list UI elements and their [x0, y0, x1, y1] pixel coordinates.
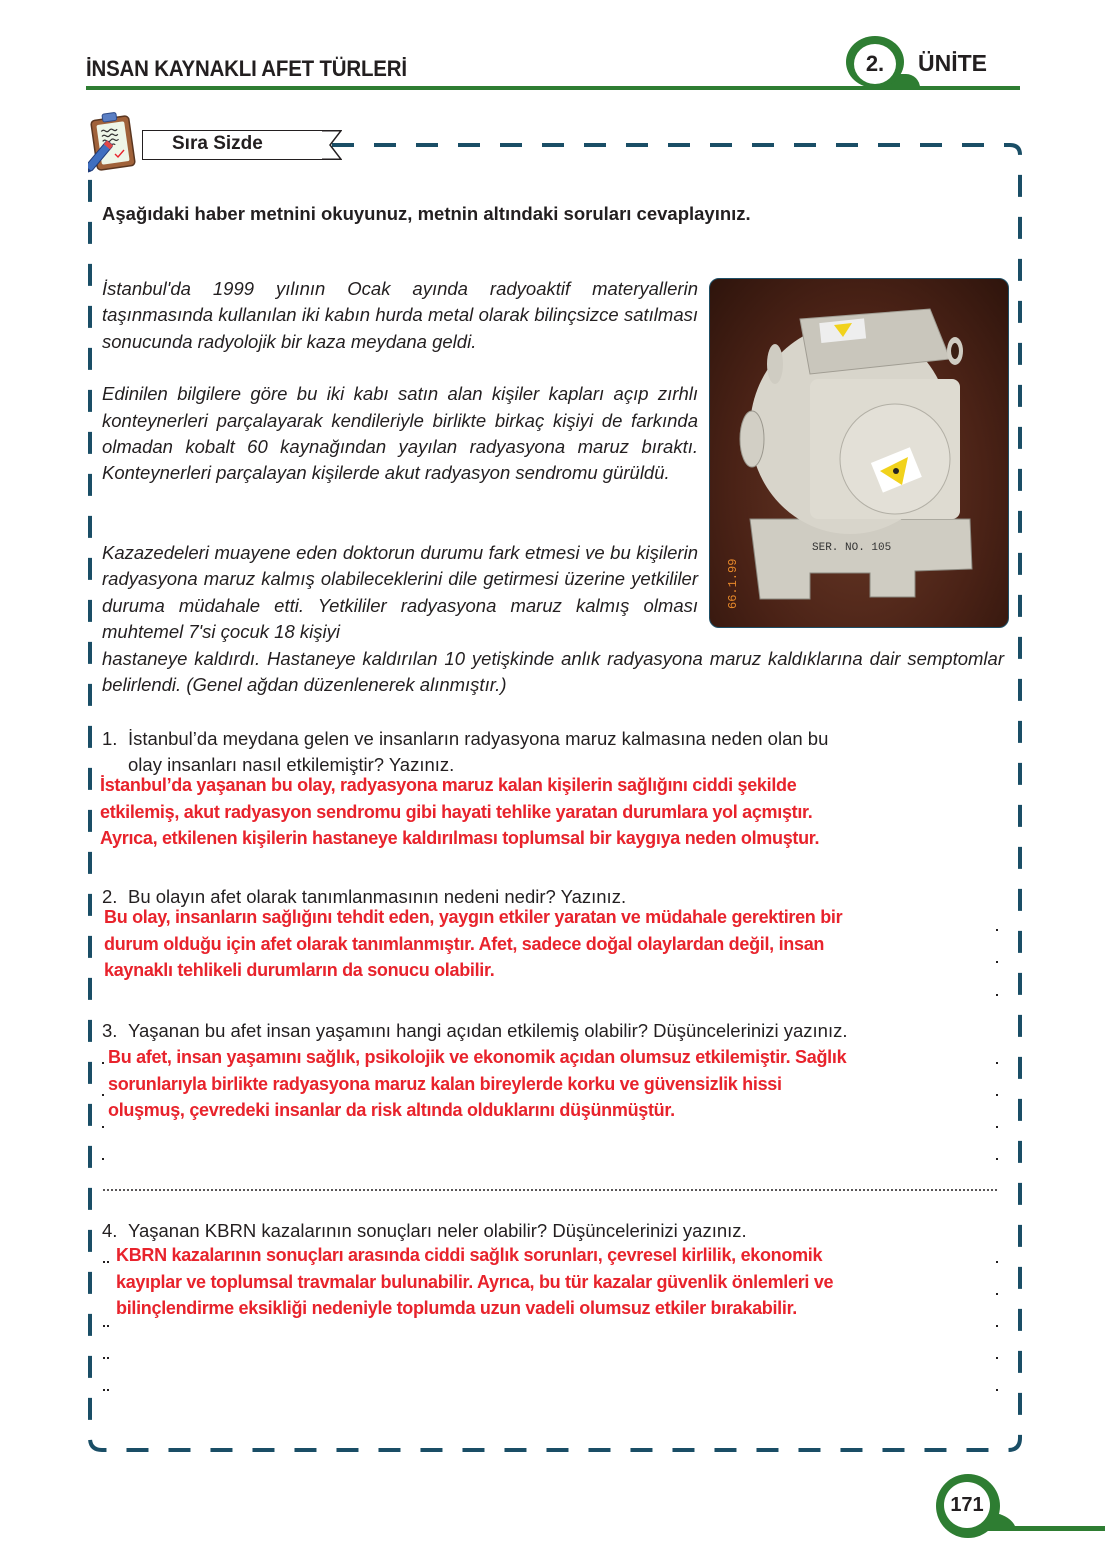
answer-line: kayıplar ve toplumsal travmalar bulunabilir. Ayrıca, bu tür kazalar güvenlik önlemleri ve: [116, 1271, 834, 1292]
unit-label: ÜNİTE: [918, 50, 987, 76]
clipboard-pen-icon: [88, 110, 140, 178]
question-number: 1.: [102, 728, 118, 749]
answer-line-end: [996, 1126, 998, 1128]
unit-number: 2.: [854, 44, 896, 84]
answer-line-start: [102, 1062, 104, 1064]
answer-2: [104, 904, 842, 984]
container-illustration: [710, 279, 1009, 628]
answer-line: Bu olay, insanların sağlığını tehdit eden, yaygın etkiler yaratan ve müdahale gerektiren bir: [104, 907, 843, 927]
answer-line-start: [102, 1094, 104, 1096]
answer-line-start: [107, 1325, 109, 1327]
answer-line-end: [996, 1325, 998, 1327]
banner-notch: [322, 130, 342, 160]
answer-line-end: [996, 1389, 998, 1391]
question-text: Yaşanan KBRN kazalarının sonuçları neler olabilir? Düşüncelerinizi yazınız.: [128, 1220, 747, 1241]
answer-line: etkilemiş, akut radyasyon sendromu gibi hayati tehlike yaratan durumlara yol açmıştır.: [100, 801, 813, 822]
section-banner-label: Sıra Sizde: [172, 133, 263, 154]
instruction-text: Aşağıdaki haber metnini okuyunuz, metnin altındaki soruları cevaplayınız.: [102, 203, 751, 224]
news-paragraph-3b: hastaneye kaldırdı. Hastaneye kaldırılan 10 yetişkinde anlık radyasyona maruz kaldıklarına dair semptomlar belirlendi. (Genel ağdan düzenlenerek alınmıştır.): [102, 647, 1004, 696]
answer-line-end: [996, 1158, 998, 1160]
question-text: Bu olayın afet olarak tanımlanmasının nedeni nedir? Yazınız.: [128, 886, 627, 907]
answer-line-end: [996, 1293, 998, 1295]
news-paragraph-3a: Kazazedeleri muayene eden doktorun durumu fark etmesi ve bu kişilerin radyasyona maruz kalmış olabileceklerini dile getirmesi üzerine yetkililer duruma müdahale etti. Yetkililer radyasyona maruz kalmış olması muhtemel 7'si çocuk 18 kişiyi: [102, 542, 698, 643]
answer-line-end: [996, 1261, 998, 1263]
photo-serial-label: SER. NO. 105: [812, 542, 892, 554]
answer-line-start: [103, 1261, 105, 1263]
answer-3: [108, 1044, 846, 1124]
question-text: Yaşanan bu afet insan yaşamını hangi açıdan etkilemiş olabilir? Düşüncelerinizi yazınız.: [128, 1020, 848, 1041]
answer-line-end: [996, 1357, 998, 1359]
answer-line-end: [996, 994, 998, 996]
page-number: 171: [944, 1482, 990, 1528]
answer-1: [100, 772, 819, 852]
answer-line-end: [996, 1062, 998, 1064]
answer-line: KBRN kazalarının sonuçları arasında ciddi sağlık sorunları, çevresel kirlilik, ekonomik: [116, 1245, 823, 1265]
question-number: 3.: [102, 1020, 118, 1041]
answer-line-start: [107, 1389, 109, 1391]
answer-4: [116, 1242, 833, 1322]
question-1: [102, 726, 982, 778]
answer-line: sorunlarıyla birlikte radyasyona maruz kalan bireylerde korku ve güvensizlik hissi: [108, 1073, 782, 1094]
answer-line: kaynaklı tehlikeli durumların da sonucu olabilir.: [104, 960, 495, 980]
news-article: [102, 276, 698, 513]
answer-line-start: [103, 1357, 105, 1359]
answer-dotted-line: [102, 1188, 998, 1192]
answer-line-end: [996, 961, 998, 963]
answer-line: İstanbul’da yaşanan bu olay, radyasyona maruz kalan kişilerin sağlığını ciddi şekilde: [100, 775, 797, 795]
answer-line-start: [102, 1126, 104, 1128]
answer-line: Bu afet, insan yaşamını sağlık, psikolojik ve ekonomik açıdan olumsuz etkilemiştir. Sağlık: [108, 1047, 847, 1067]
answer-line: oluşmuş, çevredeki insanlar da risk altında olduklarını düşünmüştür.: [108, 1100, 675, 1120]
question-3: [102, 1018, 1002, 1044]
chapter-title: İNSAN KAYNAKLI AFET TÜRLERİ: [86, 56, 407, 81]
photo-date-stamp: 66.1.99: [726, 558, 740, 609]
answer-line-end: [996, 1094, 998, 1096]
question-number: 4.: [102, 1220, 118, 1241]
answer-line-start: [102, 1158, 104, 1160]
question-number: 2.: [102, 886, 118, 907]
answer-line: durum olduğu için afet olarak tanımlanmıştır. Afet, sadece doğal olaylardan değil, insan: [104, 933, 825, 954]
answer-line: Ayrıca, etkilenen kişilerin hastaneye kaldırılması toplumsal bir kaygıya neden olmuştur.: [100, 828, 820, 848]
answer-line-start: [103, 1389, 105, 1391]
answer-line-end: [996, 929, 998, 931]
news-paragraph-1: İstanbul'da 1999 yılının Ocak ayında radyoaktif materyallerin taşınmasında kullanılan iki kabın hurda metal olarak bilinçsizce satılması sonucunda radyolojik bir kaza meydana geldi.: [102, 278, 698, 352]
answer-line-start: [107, 1261, 109, 1263]
question-text: İstanbul’da meydana gelen ve insanların radyasyona maruz kalmasına neden olan bu: [128, 728, 829, 749]
answer-line-start: [103, 1325, 105, 1327]
question-text-continued: olay insanları nasıl etkilemiştir? Yazınız.: [128, 754, 455, 775]
question-4: [102, 1218, 982, 1244]
answer-line-start: [107, 1357, 109, 1359]
news-paragraph-2: Edinilen bilgilere göre bu iki kabı satın alan kişiler kapları açıp zırhlı konteynerleri parçalayarak kendileriyle birlikte birkaç kişiyi de farkında olmadan kobalt 60 kaynağından yayılan radyasyona maruz bıraktı. Konteynerleri parçalayan kişilerde akut radyasyon sendromu gürüldü.: [102, 383, 698, 484]
answer-line: bilinçlendirme eksikliği nedeniyle toplumda uzun vadeli olumsuz etkiler bırakabilir.: [116, 1298, 797, 1318]
radioactive-container-photo: [709, 278, 1009, 628]
